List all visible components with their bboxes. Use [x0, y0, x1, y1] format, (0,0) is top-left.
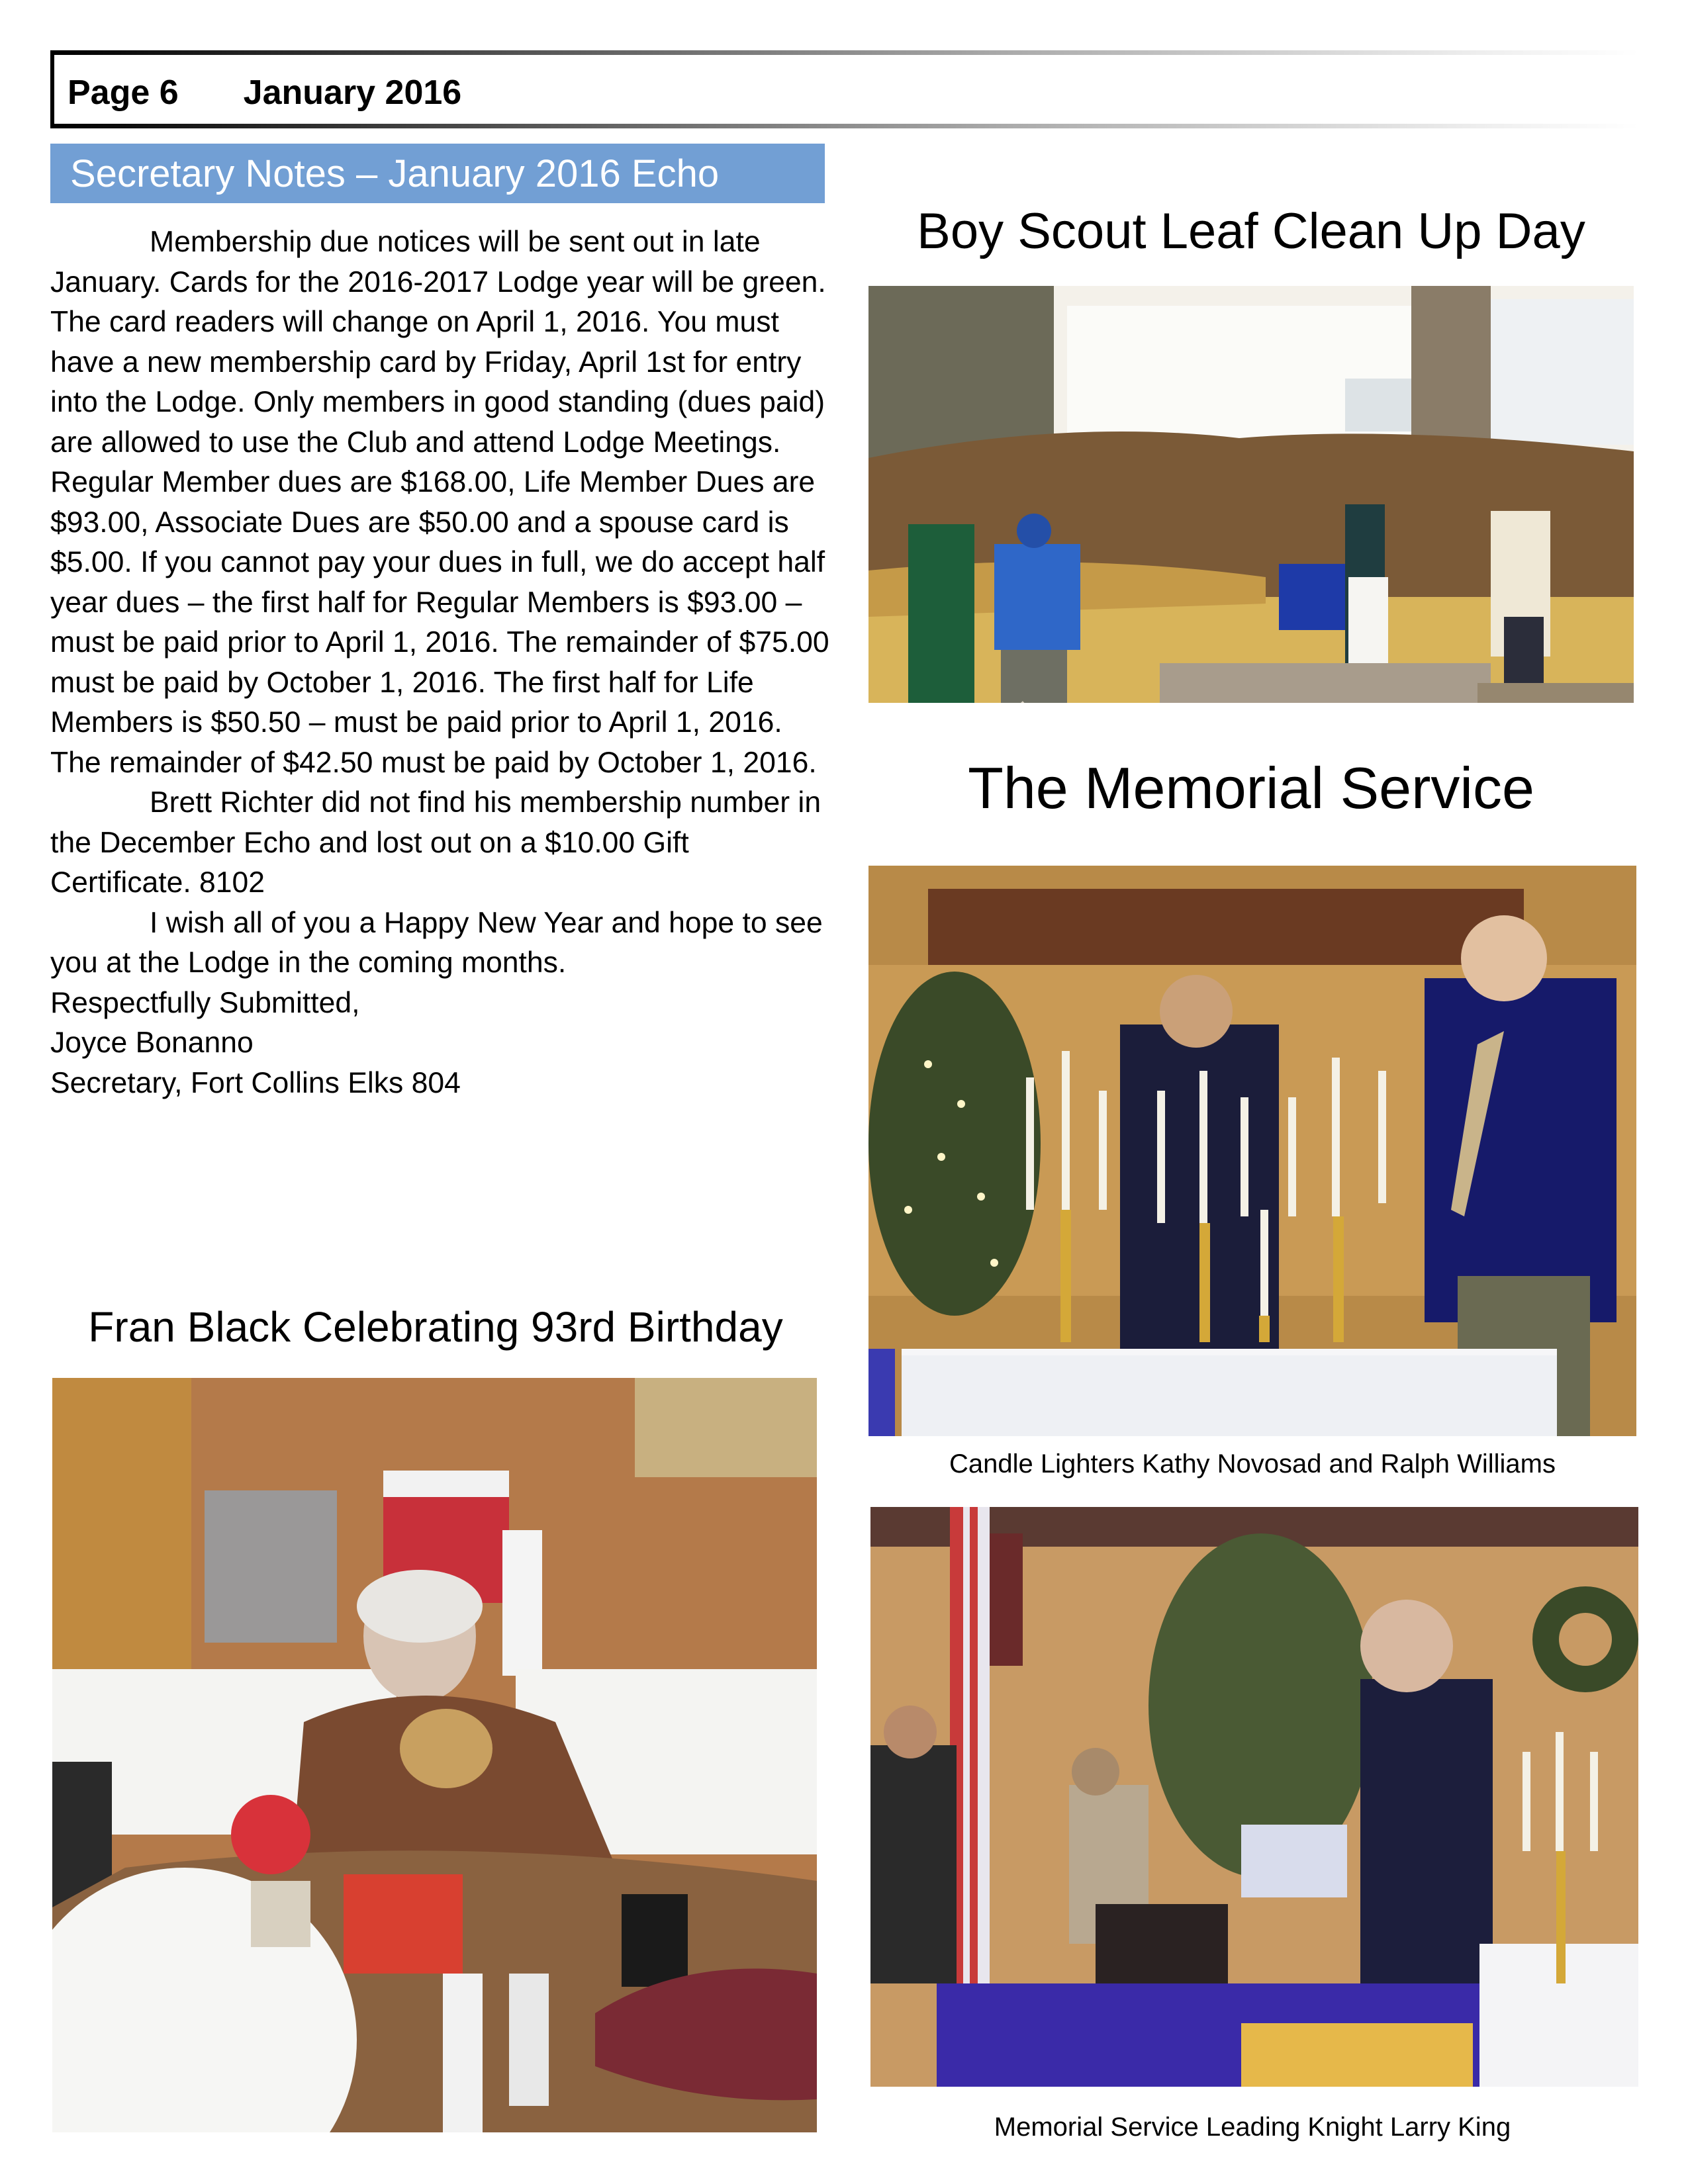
- notes-paragraph-winner: Brett Richter did not find his membership number in the December Echo and lost out on a $10.00 Gift Certificate. 8102: [50, 786, 821, 899]
- secretary-notes-title-bar: [50, 144, 825, 203]
- boy-scout-heading: Boy Scout Leaf Clean Up Day: [917, 203, 1585, 259]
- notes-signoff: Respectfully Submitted,: [50, 986, 360, 1019]
- boy-scout-photo: [868, 286, 1634, 703]
- notes-paragraph-dues: Membership due notices will be sent out in late January. Cards for the 2016-2017 Lodge year will be green. The card readers will change on April 1, 2016. You must have a new membership card by Friday, April 1st for entry into the Lodge. Only members in good standing (dues paid) are allowed to use the Club and attend Lodge Meetings. Regular Member dues are $168.00, Life Member Dues are $93.00, Associate Dues are $50.00 and a spouse card is $5.00. If you cannot pay your dues in full, we do accept half year dues – the first half for Regular Members is $93.00 – must be paid prior to April 1, 2016. The remainder of $75.00 must be paid by October 1, 2016. The first half for Life Members is $50.50 – must be paid prior to April 1, 2016. The remainder of $42.50 must be paid by October 1, 2016.: [50, 226, 829, 779]
- page-number: Page 6: [68, 73, 179, 112]
- leading-knight-photo: [870, 1507, 1638, 2087]
- secretary-notes-body: [50, 222, 831, 1103]
- secretary-notes-title: Secretary Notes – January 2016 Echo: [70, 152, 720, 195]
- fran-black-heading: Fran Black Celebrating 93rd Birthday: [88, 1303, 783, 1351]
- memorial-service-heading: The Memorial Service: [968, 755, 1534, 821]
- candle-lighters-caption: Candle Lighters Kathy Novosad and Ralph Williams: [949, 1449, 1556, 1479]
- header-left-rule: [50, 50, 54, 128]
- header-bottom-rule: [50, 124, 1639, 128]
- notes-signer-name: Joyce Bonanno: [50, 1026, 254, 1059]
- candle-lighters-photo: [868, 866, 1636, 1436]
- issue-date: January 2016: [243, 73, 462, 112]
- page-header: [50, 50, 1639, 128]
- header-top-rule: [50, 50, 1639, 55]
- header-text: [68, 73, 461, 113]
- leading-knight-caption: Memorial Service Leading Knight Larry King: [994, 2113, 1511, 2142]
- notes-paragraph-greeting: I wish all of you a Happy New Year and hope to see you at the Lodge in the coming months.: [50, 906, 823, 979]
- fran-black-photo: [52, 1378, 817, 2132]
- notes-signer-title: Secretary, Fort Collins Elks 804: [50, 1066, 461, 1099]
